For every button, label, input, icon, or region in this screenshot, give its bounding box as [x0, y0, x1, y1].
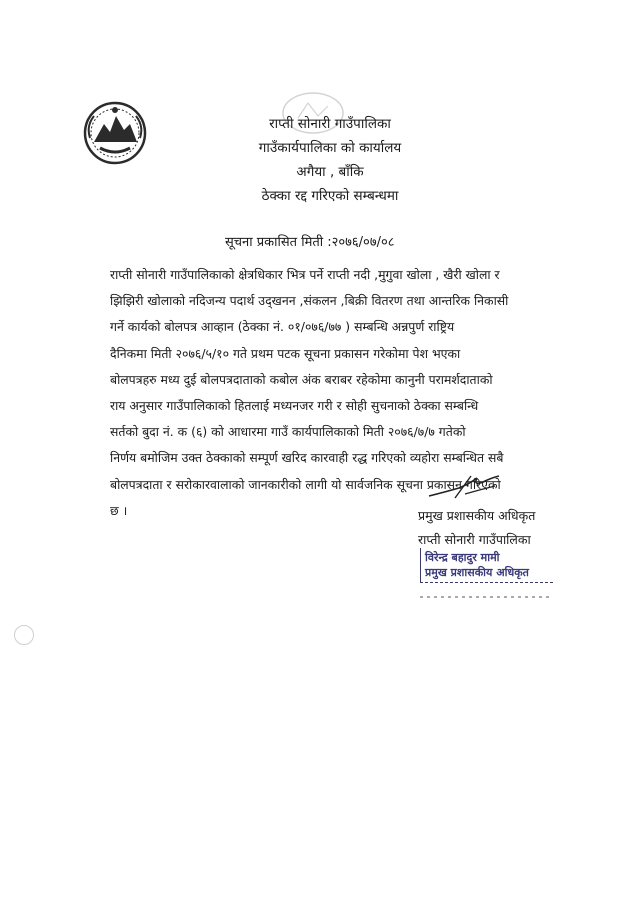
body-line: राय अनुसार गाउँपालिकाको हितलाई मध्यनजर गरी र सोही सुचनाको ठेक्का सम्बन्धि — [110, 398, 479, 414]
seal-name: विरेन्द्र बहादुर मामी — [425, 551, 500, 564]
signatory-title: प्रमुख प्रशासकीय अधिकृत — [418, 508, 536, 523]
handwritten-signature-icon — [425, 472, 505, 502]
body-line: छ । — [110, 502, 128, 518]
body-line: बोलपत्रदाता र सरोकारवालाको जानकारीको लागी यो सार्वजनिक सूचना प्रकासन गरिएको — [110, 476, 501, 492]
body-line: राप्ती सोनारी गाउँपालिकाको क्षेत्रधिकार भित्र पर्ने राप्ती नदी ,मुगुवा खोला , खैरी खोला र — [110, 267, 500, 282]
punch-hole-mark — [14, 625, 34, 645]
signatory-block — [418, 504, 535, 552]
body-line: झिझिरी खोलाको नदिजन्य पदार्थ उद्खनन ,संकलन ,बिक्री वितरण तथा आन्तरिक निकासी — [110, 293, 509, 309]
office-address: अगैया , बाँकि — [296, 164, 364, 180]
body-line: सर्तको बुदा नं. क (६) को आधारमा गाउँ कार्यपालिकाको मिती २०७६/७/७ गतेको — [110, 424, 466, 440]
official-seal-stamp — [420, 548, 553, 583]
letterhead — [180, 112, 480, 208]
municipality-name: राप्ती सोनारी गाउँपालिका — [269, 116, 391, 132]
stamp-dots-decoration — [420, 590, 550, 604]
body-line: निर्णय बमोजिम उक्त ठेक्काको सम्पूर्ण खरिद कारवाही रद्ध गरिएको व्यहोरा सम्बन्धित सबै — [110, 450, 504, 466]
office-name: गाउँकार्यपालिका को कार्यालय — [258, 140, 402, 156]
body-line: गर्ने कार्यको बोलपत्र आव्हान (ठेक्का नं. ०१/०७६/७७ ) सम्बन्धि अन्नपुर्ण राष्ट्रिय — [110, 319, 455, 335]
nepal-emblem-icon — [80, 98, 150, 168]
signatory-office: राप्ती सोनारी गाउँपालिका — [418, 532, 531, 547]
seal-title: प्रमुख प्रशासकीय अधिकृत — [425, 566, 529, 579]
body-line: बोलपत्रहरु मध्य दुई बोलपत्रदाताको कबोल अंक बराबर रहेकोमा कानुनी परामर्शदाताको — [110, 371, 493, 387]
notice-subject: ठेक्का रद्द गरिएको सम्बन्धमा — [261, 188, 399, 204]
body-line: दैनिकमा मिती २०७६/५/१० गते प्रथम पटक सूचना प्रकासन गरेकोमा पेश भएका — [110, 345, 461, 361]
notice-publish-date: सूचना प्रकासित मिती :२०७६/०७/०८ — [225, 235, 395, 250]
